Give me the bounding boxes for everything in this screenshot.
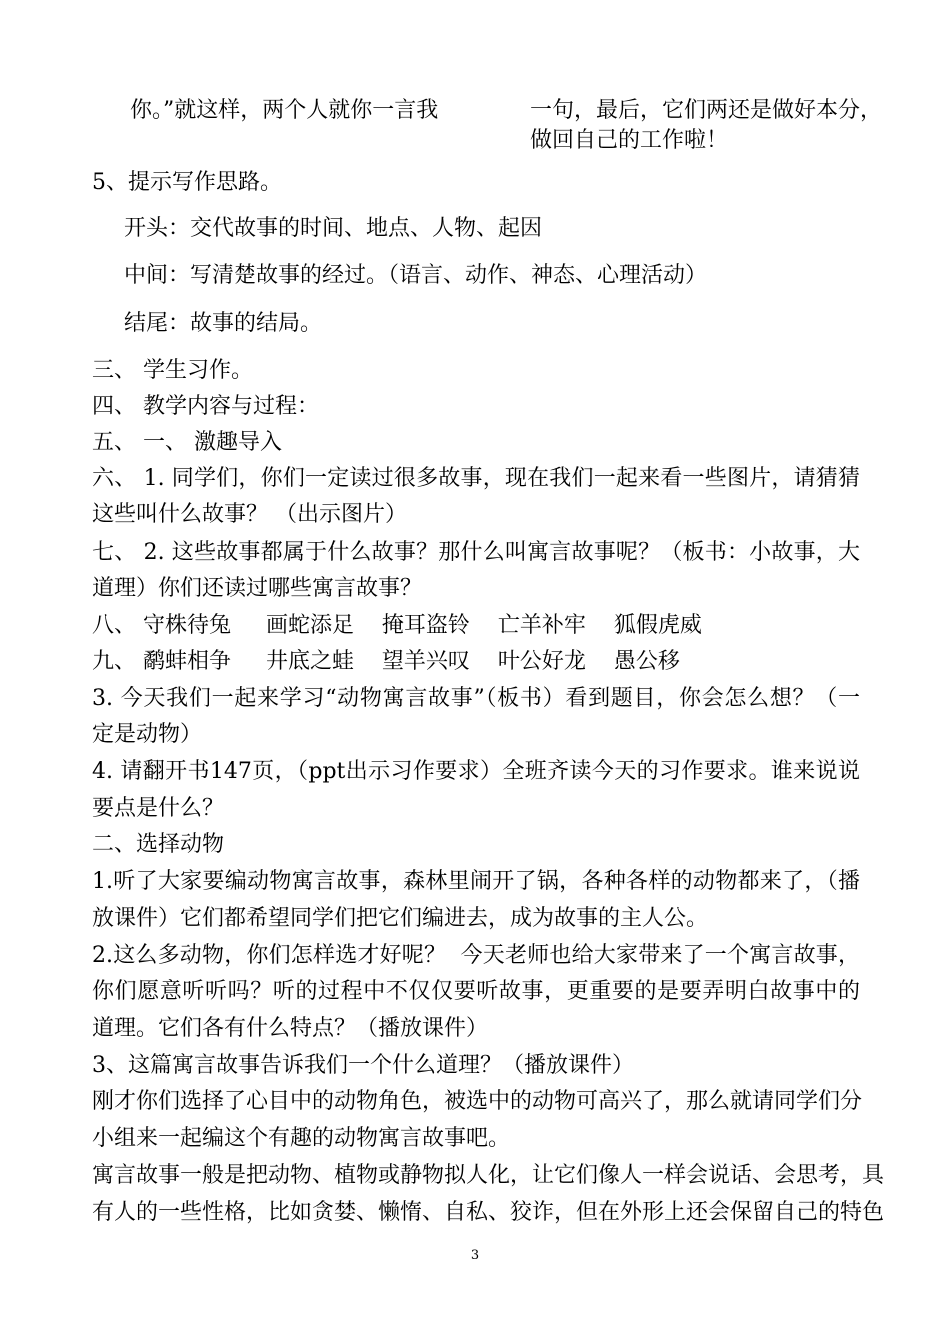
paragraph-line: 定是动物）: [92, 722, 203, 747]
paragraph-line: 道理）你们还读过哪些寓言故事？: [92, 576, 423, 601]
page-number: 3: [470, 1248, 480, 1263]
paragraph-line: 刚才你们选择了心目中的动物角色，被选中的动物可高兴了，那么就请同学们分: [92, 1089, 863, 1114]
paragraph-line: 要点是什么？: [92, 796, 225, 821]
outline-line: 开头：交代故事的时间、地点、人物、起因: [124, 216, 543, 241]
outline-line: 中间：写清楚故事的经过。（语言、动作、神态、心理活动）: [124, 263, 708, 288]
paragraph-line: 七、 2. 这些故事都属于什么故事？那什么叫寓言故事呢？（板书：小故事，大: [92, 540, 860, 565]
paragraph-line: 道理。它们各有什么特点？（播放课件）: [92, 1016, 489, 1041]
story-table-right-line: 一句，最后，它们两还是做好本分，: [530, 98, 883, 123]
section-heading: 三、 学生习作。: [92, 358, 253, 383]
paragraph-line: 3. 今天我们一起来学习“动物寓言故事”（板书）看到题目，你会怎么想？（一: [92, 686, 860, 711]
idiom-list: 九、 鹬蚌相争 井底之蛙 望羊兴叹 叶公好龙 愚公移: [92, 649, 680, 674]
paragraph-line: 4. 请翻开书147页，（ppt出示习作要求）全班齐读今天的习作要求。谁来说说: [92, 759, 860, 784]
section-heading: 五、 一、 激趣导入: [92, 430, 282, 455]
paragraph-line: 这些叫什么故事？ （出示图片）: [92, 502, 407, 527]
paragraph-line: 你们愿意听听吗？听的过程中不仅仅要听故事，更重要的是要弄明白故事中的: [92, 979, 860, 1004]
section-heading: 5、提示写作思路。: [92, 170, 282, 195]
section-heading: 二、选择动物: [92, 832, 225, 857]
story-table-right-cell: [530, 96, 882, 156]
idiom-list: 八、 守株待兔 画蛇添足 掩耳盗铃 亡羊补牢 狐假虎威: [92, 613, 702, 638]
paragraph-line: 有人的一些性格，比如贪婪、懒惰、自私、狡诈，但在外形上还会保留自己的特色: [92, 1200, 885, 1225]
paragraph-line: 六、 1. 同学们，你们一定读过很多故事，现在我们一起来看一些图片，请猜猜: [92, 466, 860, 491]
paragraph-line: 2.这么多动物，你们怎样选才好呢？ 今天老师也给大家带来了一个寓言故事，: [92, 943, 860, 968]
outline-line: 结尾：故事的结局。: [124, 311, 323, 336]
paragraph-line: 1.听了大家要编动物寓言故事，森林里闹开了锅，各种各样的动物都来了，（播: [92, 869, 860, 894]
story-table-left-cell: 你。”就这样，两个人就你一言我: [130, 98, 439, 123]
paragraph-line: 寓言故事一般是把动物、植物或静物拟人化，让它们像人一样会说话、会思考，具: [92, 1163, 885, 1188]
section-heading: 四、 教学内容与过程：: [92, 394, 319, 419]
paragraph-line: 3、这篇寓言故事告诉我们一个什么道理？（播放课件）: [92, 1053, 634, 1078]
paragraph-line: 放课件）它们都希望同学们把它们编进去，成为故事的主人公。: [92, 906, 709, 931]
story-table-right-line: 做回自己的工作啦！: [530, 128, 729, 153]
paragraph-line: 小组来一起编这个有趣的动物寓言故事吧。: [92, 1126, 511, 1151]
